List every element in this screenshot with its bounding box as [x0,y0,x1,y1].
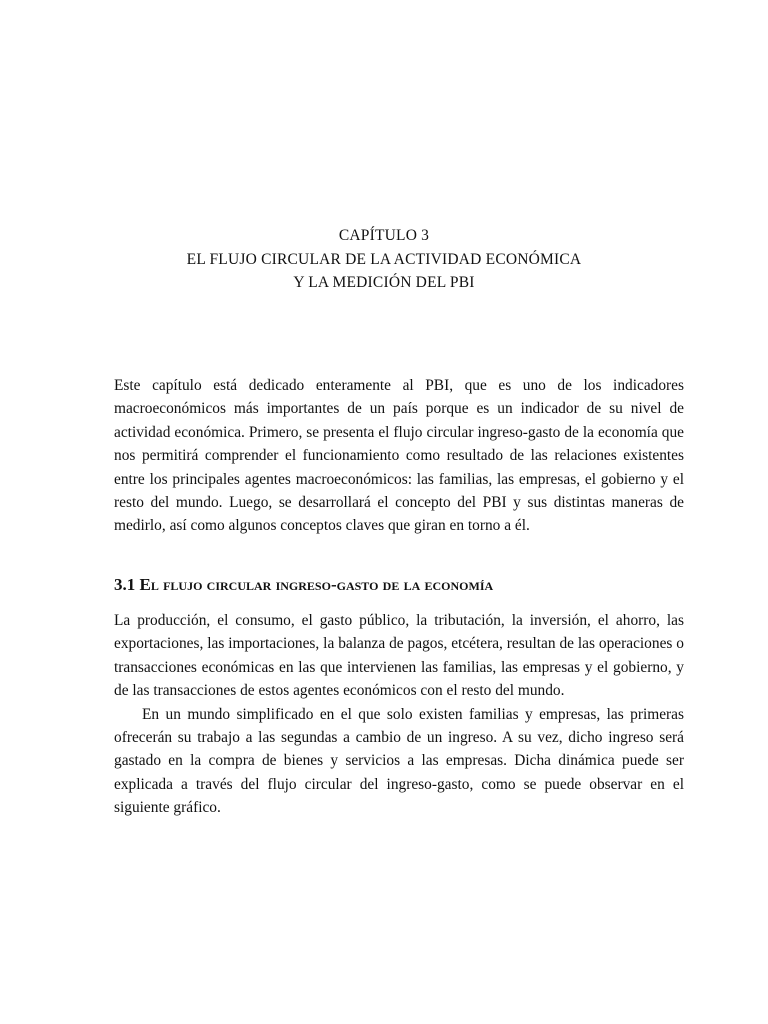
section-body [114,609,684,820]
chapter-heading [100,224,668,295]
section-paragraph-2: En un mundo simplificado en el que solo existen familias y empresas, las primeras ofrecerán su trabajo a las segundas a cambio de un ingreso. A su vez, dicho ingreso será gastado en la compra de bienes y servicios a las empresas. Dicha dinámica puede ser explicada a través del flujo circular del ingreso-gasto, como se puede observar en el siguiente gráfico. [114,705,684,817]
section-title: 3.1 El flujo circular ingreso-gasto de la economía [114,575,494,594]
chapter-title-line-2: Y LA MEDICIÓN DEL PBI [293,274,475,291]
section-paragraph-1: La producción, el consumo, el gasto público, la tributación, la inversión, el ahorro, las exportaciones, las importaciones, la balanza de pagos, etcétera, resultan de las operaciones o transacciones económicas en las que intervienen las familias, las empresas y el gobierno, y de las transacciones de estos agentes económicos con el resto del mundo. [114,612,684,700]
chapter-number: CAPÍTULO 3 [338,227,430,244]
intro-paragraph: Este capítulo está dedicado enteramente al PBI, que es uno de los indicadores macroeconómicos más importantes de un país porque es un indicador de su nivel de actividad económica. Primero, se presenta el flujo circular ingreso-gasto de la economía que nos permitirá comprender el funcionamiento como resultado de las relaciones existentes entre los principales agentes macroeconómicos: las familias, las empresas, el gobierno y el resto del mundo. Luego, se desarrollará el concepto del PBI y sus distintas maneras de medirlo, así como algunos conceptos claves que giran en torno a él. [114,377,684,535]
chapter-title-line-1: EL FLUJO CIRCULAR DE LA ACTIVIDAD ECONÓMICA [186,250,582,268]
